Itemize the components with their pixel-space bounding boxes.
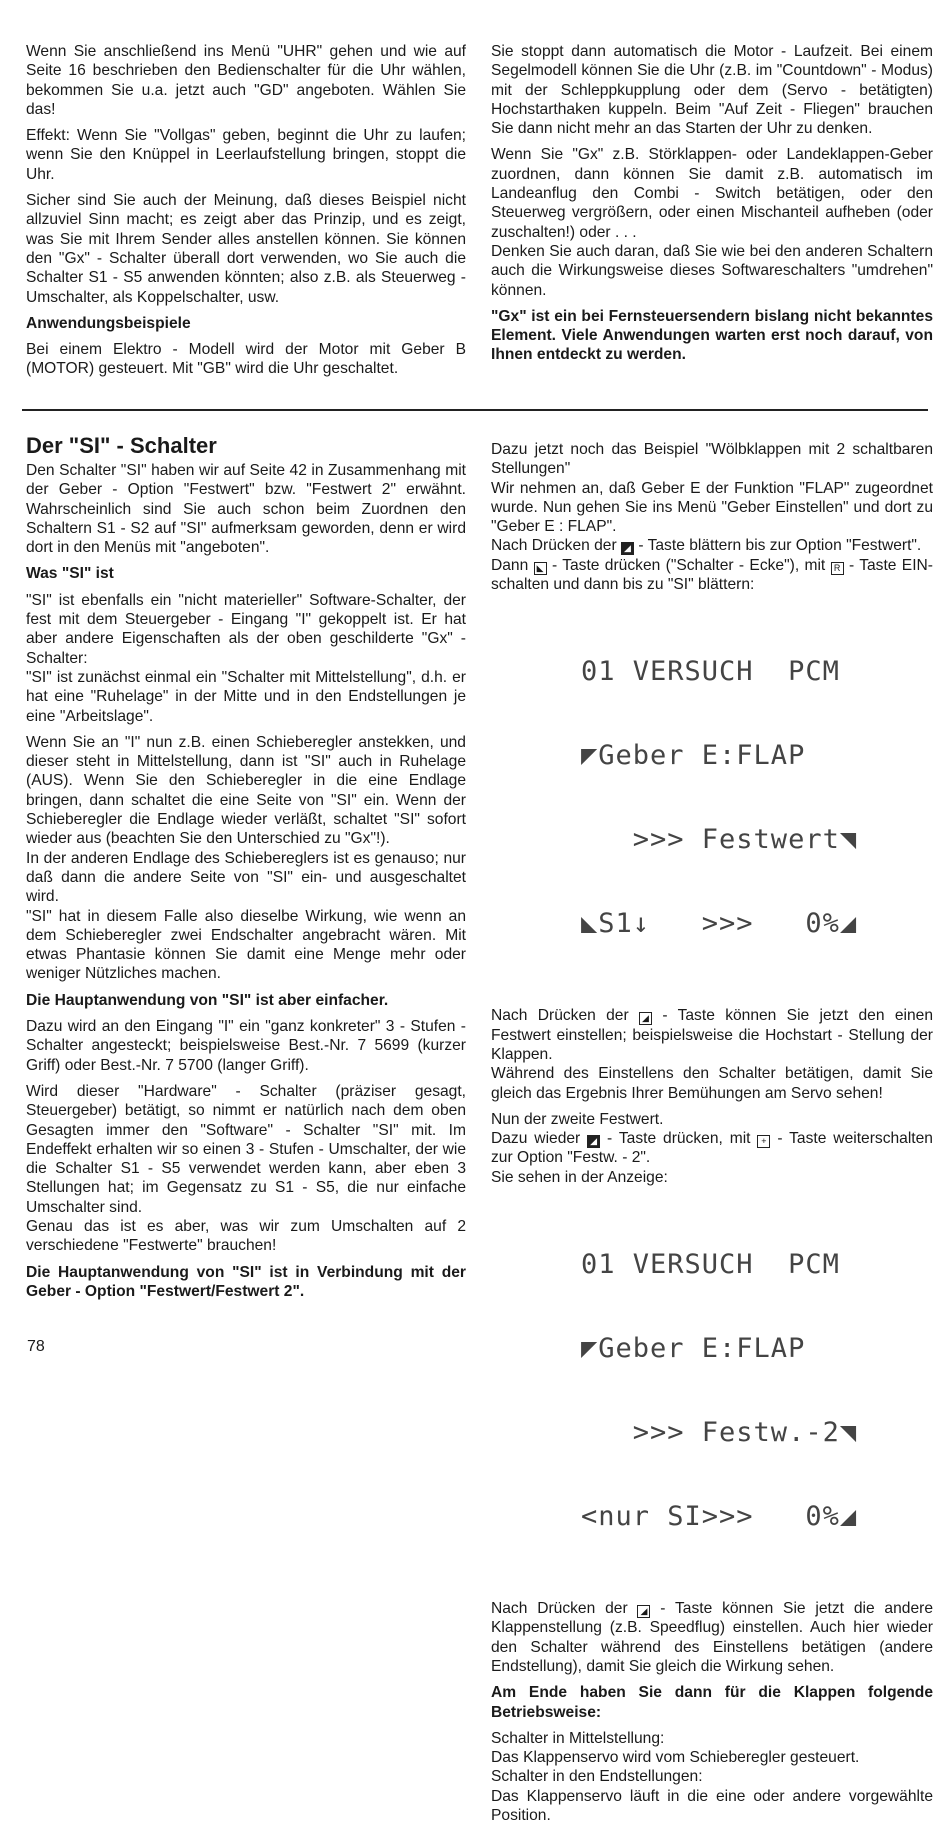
paragraph: Dazu wird an den Eingang "I" ein "ganz konkreter" 3 - Stufen - Schalter angesteckt; beispielsweise Best.-Nr. 7 5699 (kurzer Griff) oder Best.-Nr. 7 5700 (langer Griff). — [26, 1018, 466, 1074]
lcd-line: >>> Festw.-2◥ — [581, 1417, 858, 1449]
section-title: Der "SI" - Schalter — [26, 433, 217, 458]
paragraph: "SI" hat in diesem Falle also dieselbe Wirkung, wie wenn an dem Schieberegler zwei Endschalter angebracht wären. Mit etwas Phantasie können Sie damit eine Menge mehr oder weniger Nützliches machen. — [26, 907, 466, 983]
corner-key-icon: ◣ — [534, 562, 547, 575]
down-key-icon: ◢ — [587, 1135, 600, 1148]
left-column — [26, 432, 466, 1308]
lcd-line: ◣S1↓ >>> 0%◢ — [581, 908, 858, 940]
paragraph: Nach Drücken der ◢ - Taste blättern bis zur Option "Festwert". — [491, 537, 922, 555]
paragraph: Effekt: Wenn Sie "Vollgas" geben, beginnt die Uhr zu laufen; wenn Sie den Knüppel in Leerlaufstellung bringen, stoppt die Uhr. — [26, 127, 466, 183]
top-right-column — [491, 42, 933, 372]
lcd-display — [581, 1195, 933, 1587]
down-key-icon: ◢ — [621, 542, 634, 555]
lcd-line: ◤Geber E:FLAP — [581, 1333, 806, 1365]
set-key-icon: ◢ — [637, 1605, 650, 1618]
section-divider — [22, 409, 928, 411]
paragraph: Schalter in Mittelstellung: — [491, 1729, 665, 1747]
paragraph: Bei einem Elektro - Modell wird der Motor mit Geber B (MOTOR) gesteuert. Mit "GB" wird die Uhr geschaltet. — [26, 341, 466, 378]
paragraph: "SI" ist zunächst einmal ein "Schalter mit Mittelstellung", d.h. er hat eine "Ruhelage" in der Mitte und in den Endstellungen je eine "Arbeitslage". — [26, 668, 466, 725]
subheading: Die Hauptanwendung von "SI" ist aber einfacher. — [26, 991, 389, 1009]
top-left-column — [26, 42, 466, 386]
emphasis-paragraph: "Gx" ist ein bei Fernsteuersendern bislang nicht bekanntes Element. Viele Anwendungen warten erst noch darauf, von Ihnen entdeckt zu werden. — [491, 307, 933, 364]
paragraph: Wenn Sie anschließend ins Menü "UHR" gehen und wie auf Seite 16 beschrieben den Bedienschalter für die Uhr wählen, bekommen Sie u.a. jetzt auch "GD" angeboten. Wählen Sie das! — [26, 43, 466, 118]
lcd-line: ◤Geber E:FLAP — [581, 740, 806, 772]
paragraph: Wenn Sie an "I" nun z.B. einen Schieberegler anstekken, und dieser steht in Mittelstellung, dann ist "SI" auch in Ruhelage (AUS). Wenn Sie den Schieberegler in die eine Endlage bringen, dann schaltet die eine Seite von "SI" ein. Wenn der Schieberegler die Endlage wieder verläßt, schaltet "SI" sofort wieder aus (beachten Sie den Unterschied zu "Gx"!). — [26, 733, 466, 848]
paragraph: Nach Drücken der ◢ - Taste können Sie jetzt die andere Klappenstellung (z.B. Speedflug) einstellen. Auch hier wieder den Schalter während des Einstellens betätigen (andere Endstellung), damit Sie gleich die Wirkung sehen. — [491, 1600, 933, 1675]
paragraph: Wenn Sie "Gx" z.B. Störklappen- oder Landeklappen-Geber zuordnen, dann können Sie damit z.B. automatisch im Landeanflug den Combi - Switch betätigen, oder den Steuerweg vergrößern, oder einen Mischanteil aufheben (oder zuschalten!) oder . . . — [491, 146, 933, 241]
paragraph: Das Klappenservo wird vom Schieberegler gesteuert. — [491, 1749, 860, 1767]
right-column — [491, 440, 933, 1825]
page-number: 78 — [27, 1338, 45, 1355]
paragraph: Sicher sind Sie auch der Meinung, daß dieses Beispiel nicht allzuviel Sinn macht; es zeigt aber das Prinzip, und es zeigt, was Sie mit Ihrem Sender alles anstellen können. Sie können den "Gx" - Schalter überall dort verwenden, wo Sie auch die Schalter S1 - S5 anwenden könnten; also z.B. als Steuerweg - Umschalter, als Koppelschalter, usw. — [26, 192, 466, 306]
subheading: Am Ende haben Sie dann für die Klappen folgende Betriebsweise: — [491, 1684, 933, 1721]
lcd-line: 01 VERSUCH PCM — [581, 656, 840, 688]
paragraph: Sie sehen in der Anzeige: — [491, 1168, 668, 1186]
subheading: Anwendungsbeispiele — [26, 314, 191, 332]
paragraph: Genau das ist es aber, was wir zum Umschalten auf 2 verschiedene "Festwerte" brauchen! — [26, 1217, 466, 1255]
set-key-icon: ◢ — [639, 1012, 652, 1025]
paragraph: Den Schalter "SI" haben wir auf Seite 42 in Zusammenhang mit der Geber - Option "Festwert" bzw. "Festwert 2" erwähnt. Wahrscheinlich sind Sie auch schon beim Zuordnen den Schaltern S1 - S2 auf "SI" aufmerksam geworden, denn er wird dort in den Menüs mit "angeboten". — [26, 462, 466, 557]
paragraph: Das Klappenservo läuft in die eine oder andere vorgewählte Position. — [491, 1787, 933, 1825]
paragraph: Nun der zweite Festwert. — [491, 1110, 664, 1128]
paragraph: Wird dieser "Hardware" - Schalter (präziser gesagt, Steuergeber) betätigt, so nimmt er natürlich nach dem oben Gesagten immer den "Software" - Schalter "SI" mit. Im Endeffekt erhalten wir so einen 3 - Stufen - Umschalter, der wie die Schalter S1 - S5 verwendet werden kann, aber eben 3 Stellungen hat; im Gegensatz zu S1 - S5, die nur einfache Umschalter sind. — [26, 1082, 466, 1216]
paragraph: In der anderen Endlage des Schiebereglers ist es genauso; nur daß dann die andere Seite von "SI" ein- und ausgeschaltet wird. — [26, 849, 466, 906]
lcd-line: 01 VERSUCH PCM — [581, 1249, 840, 1281]
paragraph: "SI" ist ebenfalls ein "nicht materieller" Software-Schalter, der fest mit dem Steuergeber - Eingang "I" gekoppelt ist. Er hat aber andere Eigenschaften als der oben geschilderte "Gx" - Schalter: — [26, 591, 466, 667]
lcd-display — [581, 602, 933, 994]
paragraph: Schalter in den Endstellungen: — [491, 1768, 703, 1786]
paragraph: Sie stoppt dann automatisch die Motor - Laufzeit. Bei einem Segelmodell können Sie die Uhr (z.B. im "Countdown" - Modus) mit der Schleppkupplung oder dem (Servo - betätigten) Hochstarthaken kuppeln. Beim "Auf Zeit - Fliegen" brauchen Sie dann nicht mehr an das Starten der Uhr zu denken. — [491, 43, 933, 138]
paragraph: Wir nehmen an, daß Geber E der Funktion "FLAP" zugeordnet wurde. Nun gehen Sie ins Menü "Geber Einstellen" und dort zu "Geber E : FLAP". — [491, 479, 933, 536]
emphasis-paragraph: Die Hauptanwendung von "SI" ist in Verbindung mit der Geber - Option "Festwert/Festwert 2". — [26, 1263, 466, 1300]
paragraph: Denken Sie auch daran, daß Sie wie bei den anderen Schaltern auch die Wirkungsweise dieses Softwareschalters "umdrehen" können. — [491, 242, 933, 299]
paragraph: Während des Einstellens den Schalter betätigen, damit Sie gleich das Ergebnis Ihrer Bemühungen am Servo sehen! — [491, 1065, 933, 1102]
lcd-line: <nur SI>>> 0%◢ — [581, 1501, 858, 1533]
r-key-icon: R — [831, 562, 844, 575]
paragraph: Nach Drücken der ◢ - Taste können Sie jetzt den einen Festwert einstellen; beispielsweise die Hochstart - Stellung der Klappen. — [491, 1007, 933, 1063]
paragraph: Dazu wieder ◢ - Taste drücken, mit + - Taste weiterschalten zur Option "Festw. - 2". — [491, 1130, 933, 1167]
lcd-line: >>> Festwert◥ — [581, 824, 858, 856]
plus-key-icon: + — [757, 1135, 770, 1148]
subheading: Was "SI" ist — [26, 565, 114, 583]
paragraph: Dazu jetzt noch das Beispiel "Wölbklappen mit 2 schaltbaren Stellungen" — [491, 441, 933, 478]
paragraph: Dann ◣ - Taste drücken ("Schalter - Ecke"), mit R - Taste EIN-schalten und dann bis zu "SI" blättern: — [491, 556, 933, 594]
